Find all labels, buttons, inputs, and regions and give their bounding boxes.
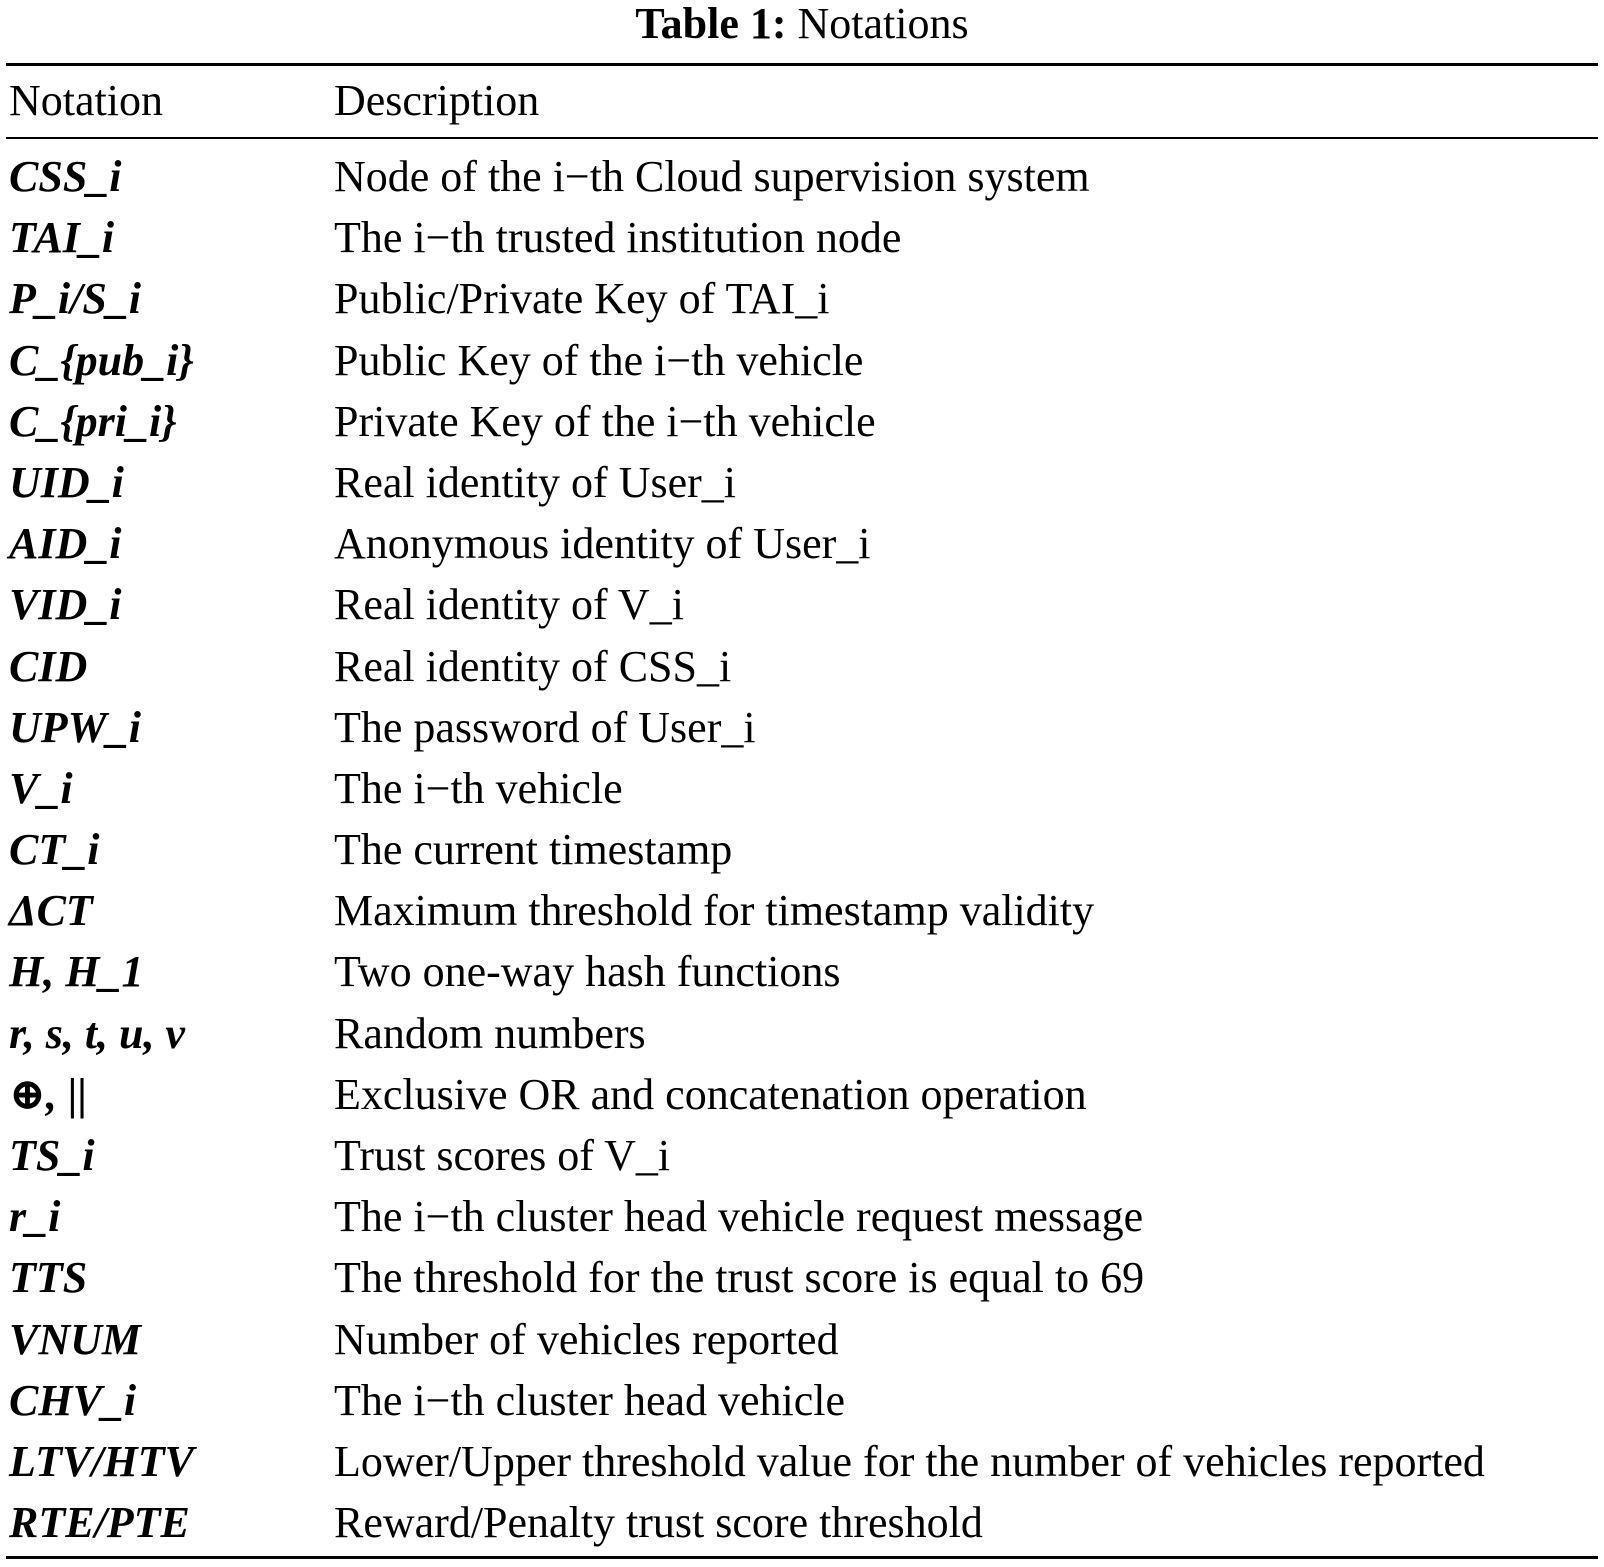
- table-row: [0, 943, 1604, 1004]
- notation-cell: UPW_i: [9, 702, 141, 752]
- table-row: [0, 209, 1604, 270]
- description-cell: Random numbers: [334, 1008, 646, 1058]
- notation-cell: ⊕, ||: [9, 1069, 88, 1119]
- description-cell: The i−th trusted institution node: [334, 213, 902, 263]
- description-cell: Number of vehicles reported: [334, 1314, 839, 1364]
- header-rule: [6, 137, 1598, 139]
- table-row: [0, 699, 1604, 760]
- table-row: [0, 332, 1604, 393]
- notation-cell: CSS_i: [9, 152, 122, 201]
- description-cell: Lower/Upper threshold value for the number of vehicles reported: [334, 1436, 1485, 1486]
- notation-cell: r_i: [9, 1192, 61, 1242]
- description-cell: Anonymous identity of User_i: [334, 519, 871, 569]
- table-row: [0, 576, 1604, 637]
- notation-cell: P_i/S_i: [9, 274, 142, 324]
- description-cell: Private Key of the i−th vehicle: [334, 396, 876, 446]
- notation-cell: LTV/HTV: [9, 1436, 194, 1486]
- notation-cell: UID_i: [9, 457, 124, 507]
- notation-cell: CT_i: [9, 825, 100, 875]
- table-row: [0, 148, 1604, 209]
- description-cell: The current timestamp: [334, 825, 733, 875]
- description-cell: The password of User_i: [334, 702, 756, 752]
- table-body: [0, 148, 1604, 1555]
- description-cell: Reward/Penalty trust score threshold: [334, 1498, 983, 1548]
- bottom-rule: [6, 1556, 1598, 1559]
- description-cell: Node of the i−th Cloud supervision system: [334, 152, 1090, 201]
- table-row: [0, 760, 1604, 821]
- notation-cell: TAI_i: [9, 213, 115, 263]
- top-rule: [6, 63, 1598, 66]
- description-cell: The i−th cluster head vehicle request message: [334, 1192, 1144, 1242]
- notation-cell: ΔCT: [9, 886, 93, 936]
- notation-cell: AID_i: [9, 519, 122, 569]
- table-row: [0, 454, 1604, 515]
- description-cell: Real identity of V_i: [334, 580, 684, 630]
- table-row: [0, 1005, 1604, 1066]
- table-row: [0, 1433, 1604, 1494]
- description-cell: Maximum threshold for timestamp validity: [334, 886, 1095, 936]
- table-row: [0, 1066, 1604, 1127]
- caption-title: Notations: [797, 0, 969, 48]
- description-cell: Trust scores of V_i: [334, 1131, 671, 1180]
- notation-cell: CHV_i: [9, 1375, 137, 1425]
- table-row: [0, 821, 1604, 882]
- table-row: [0, 1127, 1604, 1188]
- notation-cell: r, s, t, u, v: [9, 1008, 186, 1058]
- table-row: [0, 882, 1604, 943]
- table-row: [0, 638, 1604, 699]
- description-cell: Exclusive OR and concatenation operation: [334, 1069, 1087, 1119]
- caption-label: Table 1:: [635, 0, 787, 48]
- description-cell: The i−th cluster head vehicle: [334, 1375, 846, 1425]
- table-row: [0, 1311, 1604, 1372]
- notation-cell: C_{pri_i}: [9, 396, 177, 446]
- description-cell: Public Key of the i−th vehicle: [334, 335, 864, 385]
- column-header-description: Description: [334, 76, 540, 125]
- description-cell: The threshold for the trust score is equal to 69: [334, 1253, 1145, 1303]
- notation-cell: VNUM: [9, 1314, 142, 1364]
- table-caption: [0, 0, 1604, 48]
- table-row: [0, 393, 1604, 454]
- table-row: [0, 270, 1604, 331]
- table-row: [0, 1494, 1604, 1555]
- column-header-notation: Notation: [9, 76, 163, 125]
- notation-cell: H, H_1: [9, 947, 144, 997]
- notation-cell: V_i: [9, 763, 73, 813]
- description-cell: Public/Private Key of TAI_i: [334, 274, 830, 324]
- description-cell: The i−th vehicle: [334, 763, 623, 813]
- description-cell: Two one-way hash functions: [334, 947, 841, 997]
- notation-cell: RTE/PTE: [9, 1498, 190, 1548]
- table-row: [0, 1372, 1604, 1433]
- notation-cell: C_{pub_i}: [9, 335, 194, 385]
- notation-cell: VID_i: [9, 580, 122, 630]
- description-cell: Real identity of CSS_i: [334, 641, 732, 691]
- description-cell: Real identity of User_i: [334, 457, 737, 507]
- table-row: [0, 1249, 1604, 1310]
- notation-cell: TS_i: [9, 1131, 95, 1180]
- table-row: [0, 1188, 1604, 1249]
- notation-cell: TTS: [9, 1253, 88, 1303]
- notation-cell: CID: [9, 641, 88, 691]
- table-row: [0, 515, 1604, 576]
